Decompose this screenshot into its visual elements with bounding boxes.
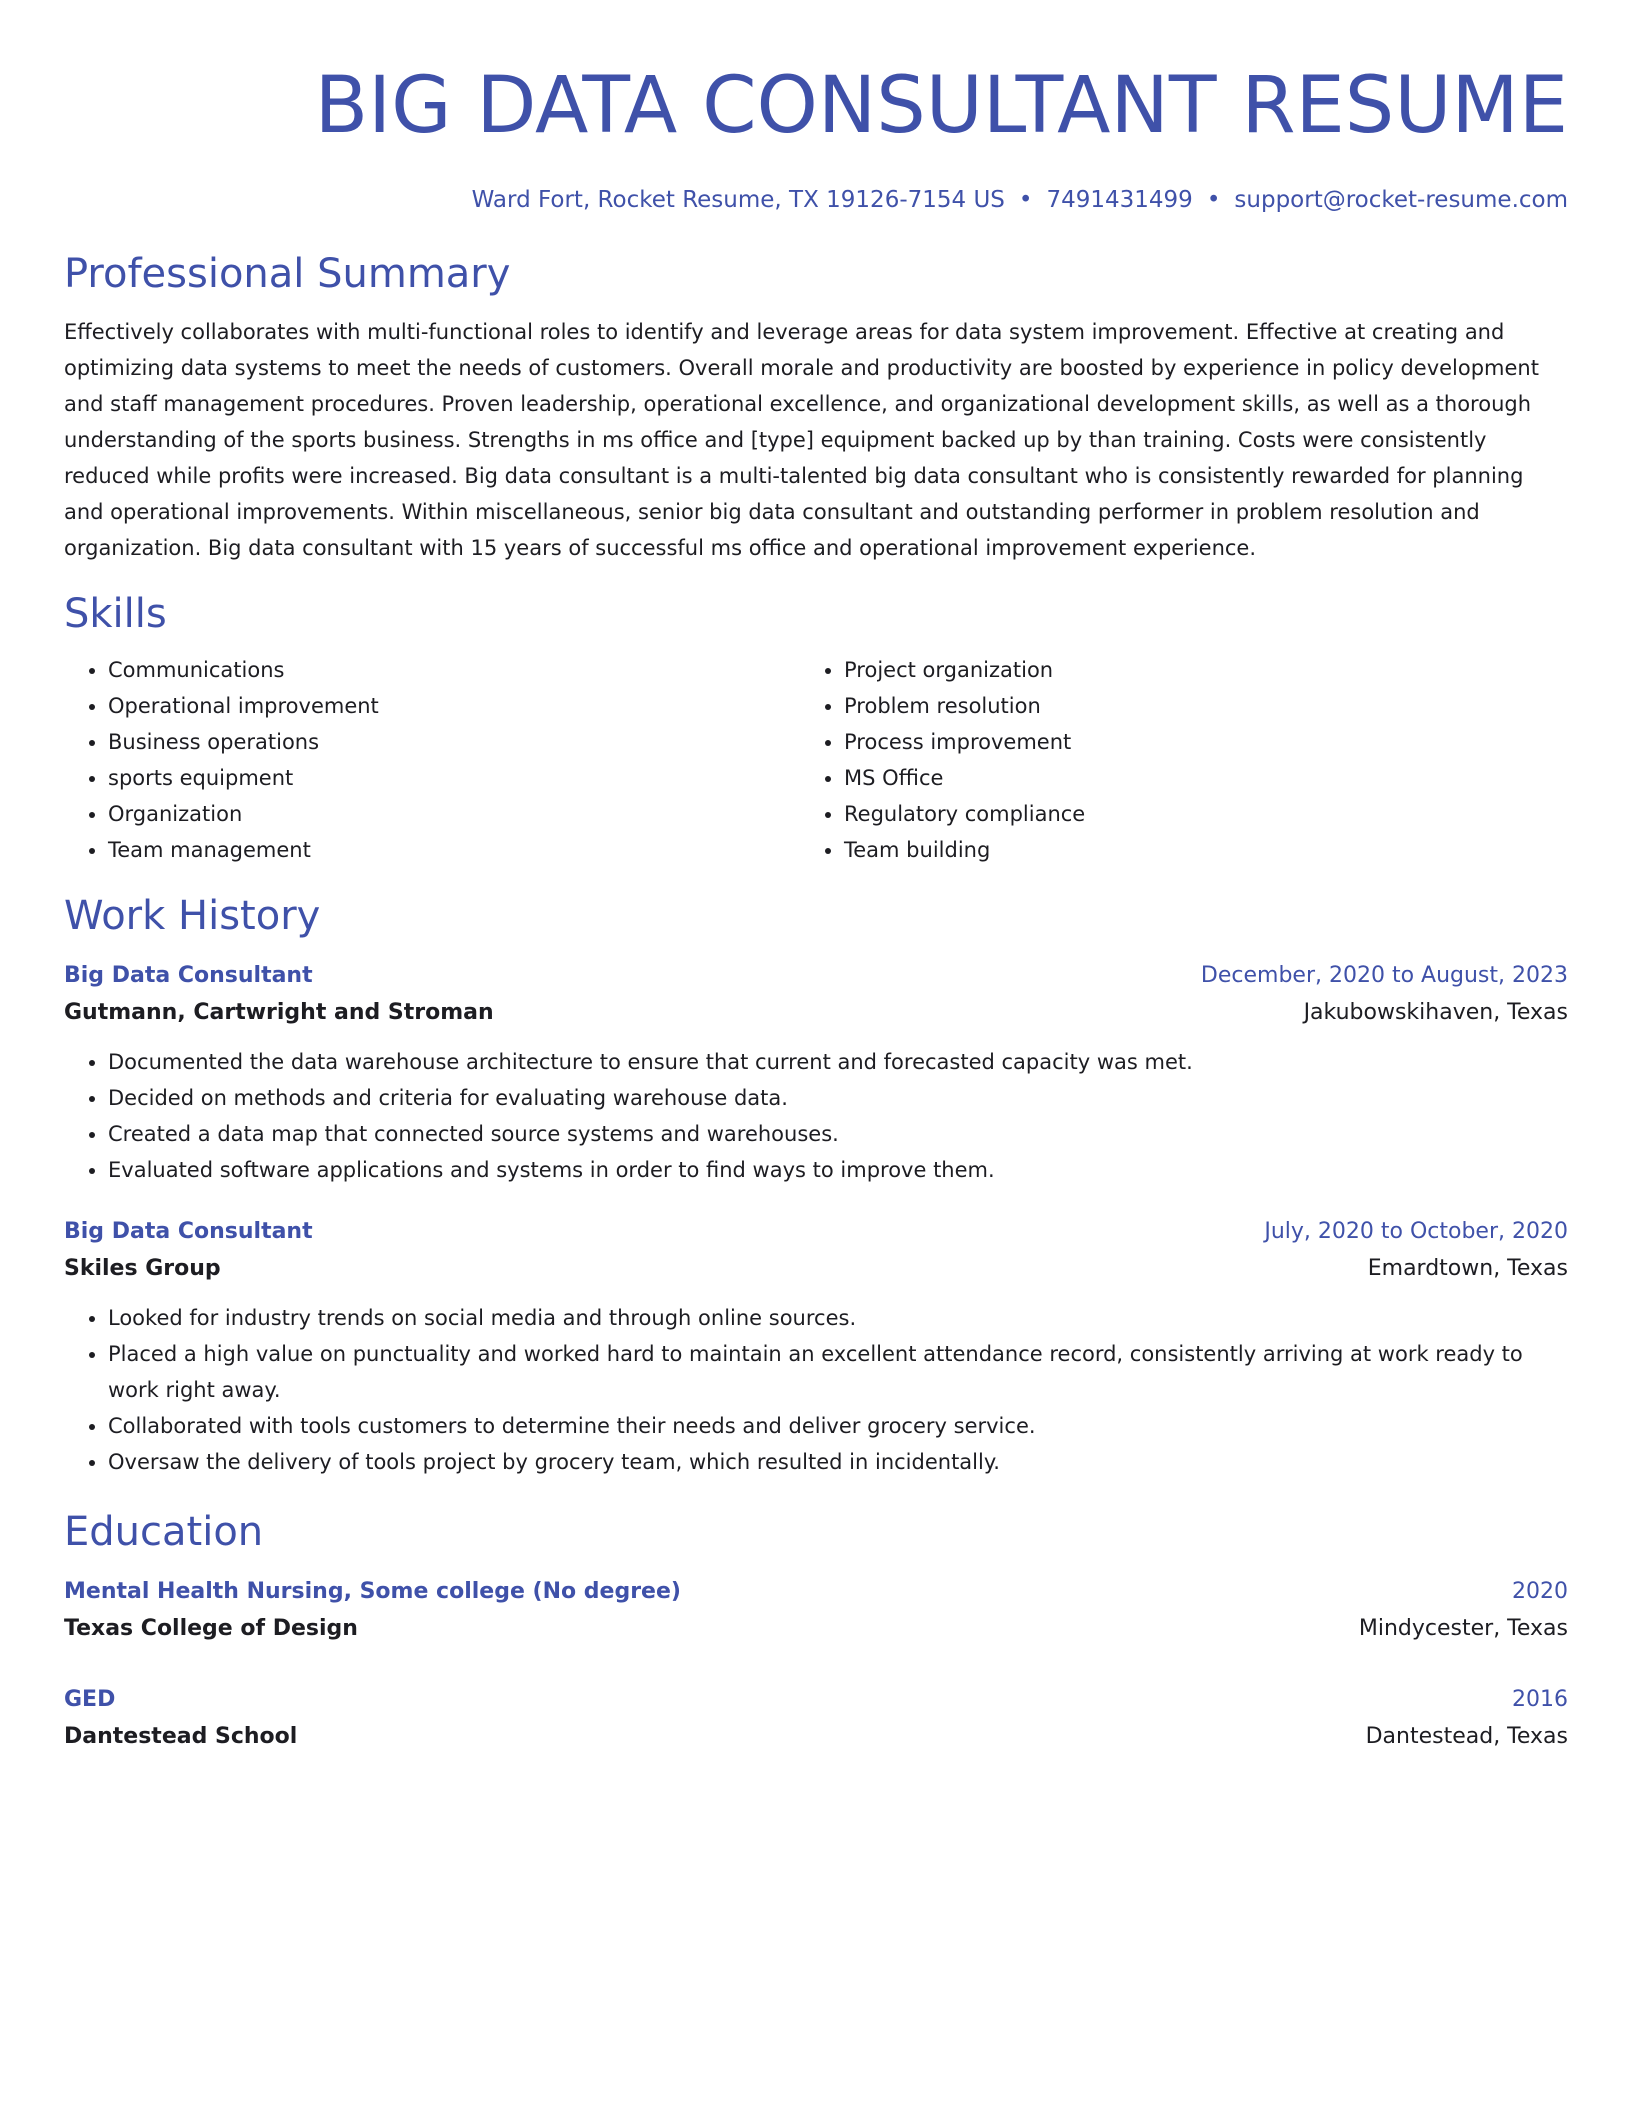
skill-item: • Process improvement [844,724,1536,760]
contact-line [64,184,1568,216]
skill-item: • Regulatory compliance [844,796,1536,832]
job-company: Gutmann, Cartwright and Stroman [64,1000,494,1025]
job-bullets [64,1300,1568,1480]
skills-list [64,652,1568,868]
education-degree: GED [64,1687,116,1712]
job-entry [64,958,1568,1188]
skill-item: • Team building [844,832,1536,868]
education-year: 2020 [1512,1579,1568,1604]
skills-heading: Skills [64,591,167,637]
education-heading: Education [64,1509,264,1555]
job-bullet: • Created a data map that connected source systems and warehouses. [108,1116,1568,1152]
skill-item: • Business operations [108,724,800,760]
job-bullet: • Decided on methods and criteria for evaluating warehouse data. [108,1080,1568,1116]
contact-address: Ward Fort, Rocket Resume, TX 19126-7154 US [471,187,1005,213]
contact-email: support@rocket-resume.com [1234,187,1568,213]
job-company-row [64,1250,1568,1288]
summary-text: Effectively collaborates with multi-functional roles to identify and leverage areas for data system improvement. Effective at creating and optimizing data systems to meet the needs of customers. Overall morale and productivity are boosted by experience in policy development and staff management procedures. Proven leadership, operational excellence, and organizational development skills, as well as a thorough understanding of the sports business. Strengths in ms office and [type] equipment backed up by than training. Costs were consistently reduced while profits were increased. Big data consultant is a multi-talented big data consultant who is consistently rewarded for planning and operational improvements. Within miscellaneous, senior big data consultant and outstanding performer in problem resolution and organization. Big data consultant with 15 years of successful ms office and operational improvement experience. [64,320,1539,560]
education-degree: Mental Health Nursing, Some college (No degree) [64,1579,681,1604]
job-bullets [64,1044,1568,1188]
skills-column-right [800,652,1536,868]
education-entry [64,1682,1568,1756]
job-dates: December, 2020 to August, 2023 [1200,963,1568,988]
education-entry [64,1574,1568,1648]
education-header-row [64,1574,1568,1610]
job-company-row [64,994,1568,1032]
education-school-row [64,1718,1568,1756]
job-bullet: • Oversaw the delivery of tools project by grocery team, which resulted in incidentally. [108,1444,1568,1480]
skill-item: • Communications [108,652,800,688]
skill-item: • Project organization [844,652,1536,688]
skill-item: • Team management [108,832,800,868]
education-location: Dantestead, Texas [1365,1724,1568,1749]
contact-phone: 7491431499 [1046,187,1193,213]
education-school-row [64,1610,1568,1648]
job-company: Skiles Group [64,1256,221,1281]
job-bullet: • Collaborated with tools customers to determine their needs and deliver grocery service. [108,1408,1568,1444]
contact-separator: • [1018,187,1033,213]
job-bullet: • Documented the data warehouse architecture to ensure that current and forecasted capacity was met. [108,1044,1568,1080]
education-school: Dantestead School [64,1724,298,1749]
skill-item: • Organization [108,796,800,832]
skill-item: • Operational improvement [108,688,800,724]
skill-item: • sports equipment [108,760,800,796]
resume-title: BIG DATA CONSULTANT RESUME [314,61,1568,151]
job-location: Jakubowskihaven, Texas [1303,1000,1568,1025]
contact-separator: • [1206,187,1221,213]
job-dates: July, 2020 to October, 2020 [1264,1219,1568,1244]
work-history-heading: Work History [64,893,321,939]
job-header-row [64,958,1568,994]
skill-item: • Problem resolution [844,688,1536,724]
job-entry [64,1214,1568,1480]
skill-item: • MS Office [844,760,1536,796]
education-location: Mindycester, Texas [1358,1616,1568,1641]
job-bullet: • Evaluated software applications and systems in order to find ways to improve them. [108,1152,1568,1188]
job-header-row [64,1214,1568,1250]
job-location: Emardtown, Texas [1367,1256,1568,1281]
job-bullet: • Placed a high value on punctuality and worked hard to maintain an excellent attendance record, consistently arriving at work ready to work right away. [108,1336,1568,1408]
resume-header [64,50,1568,216]
job-title: Big Data Consultant [64,1219,313,1244]
job-title: Big Data Consultant [64,963,313,988]
job-bullet: • Looked for industry trends on social media and through online sources. [108,1300,1568,1336]
education-school: Texas College of Design [64,1616,358,1641]
education-header-row [64,1682,1568,1718]
skills-column-left [64,652,800,868]
summary-heading: Professional Summary [64,251,511,297]
education-year: 2016 [1512,1687,1568,1712]
